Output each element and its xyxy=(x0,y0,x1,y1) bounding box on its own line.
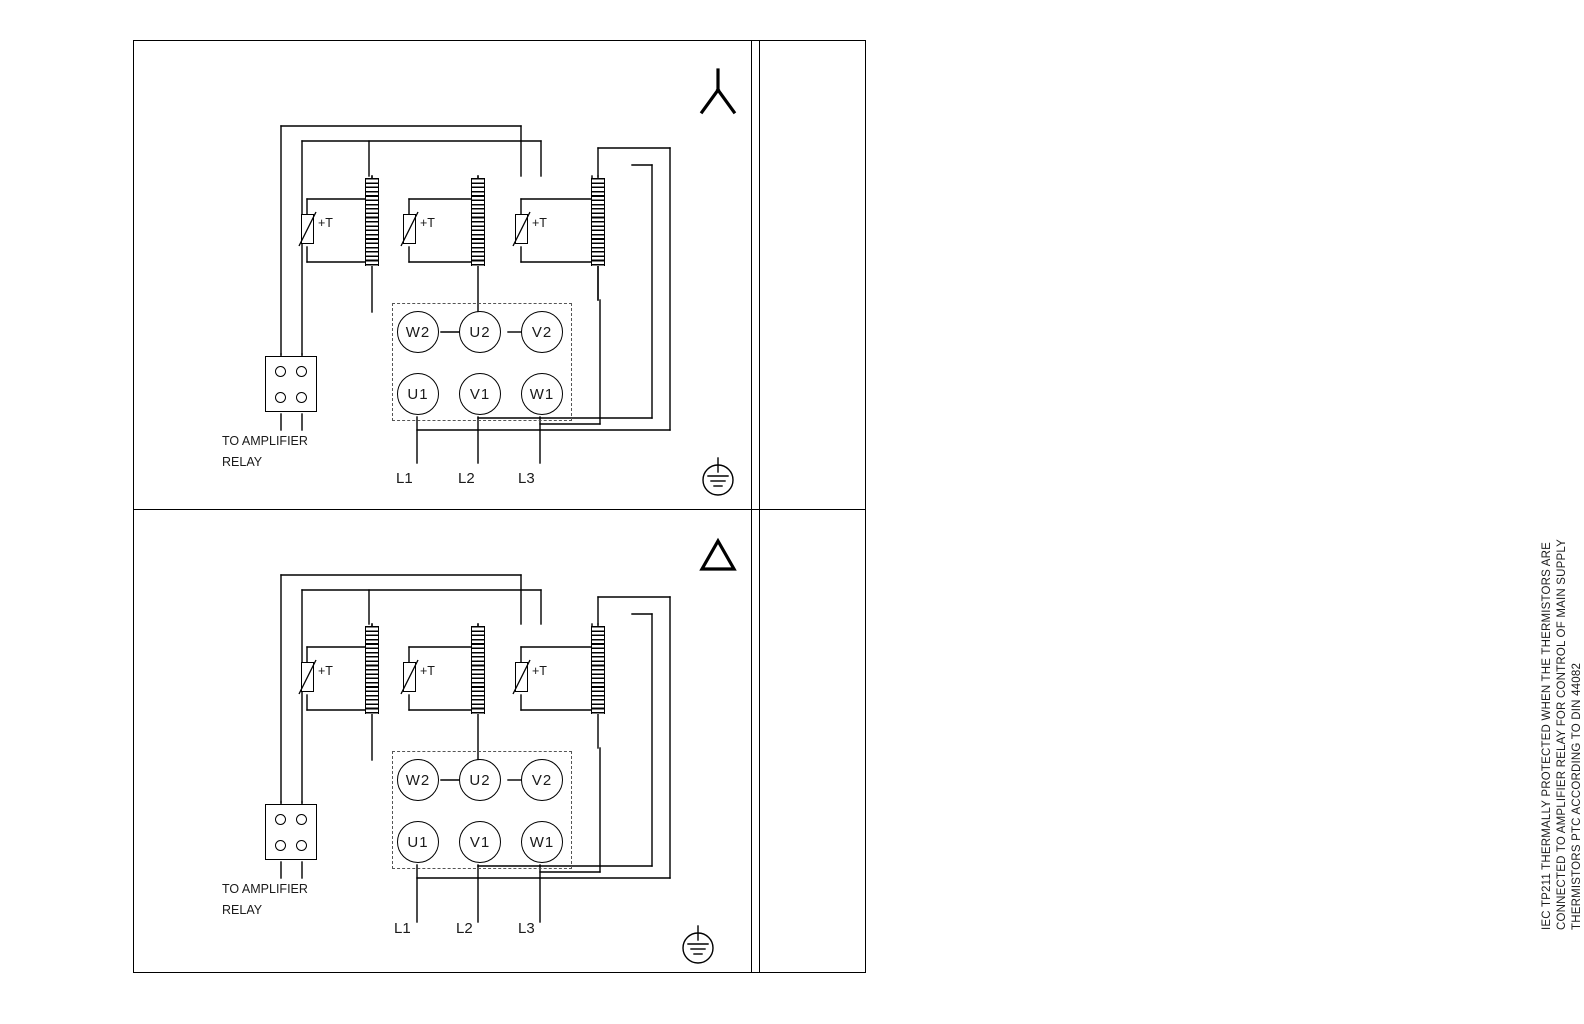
thermistor-label-1: +T xyxy=(318,216,333,230)
thermistor-label-3: +T xyxy=(532,216,547,230)
terminal-u1[interactable]: U1 xyxy=(397,373,439,415)
supply-label-l3: L3 xyxy=(518,470,535,487)
thermistor-label-2: +T xyxy=(420,664,435,678)
supply-label-l1: L1 xyxy=(396,470,413,487)
note-line-2: CONNECTED TO AMPLIFIER RELAY FOR CONTROL OF MAIN SUPPLY xyxy=(1556,539,1568,930)
note-line-1: IEC TP211 THERMALLY PROTECTED WHEN THE THERMISTORS ARE xyxy=(1541,541,1553,930)
terminal-hole-2 xyxy=(296,814,307,825)
thermistor-label-1: +T xyxy=(318,664,333,678)
thermistor-label-2: +T xyxy=(420,216,435,230)
terminal-w2[interactable]: W2 xyxy=(397,759,439,801)
thermistor-label-3: +T xyxy=(532,664,547,678)
terminal-v2[interactable]: V2 xyxy=(521,759,563,801)
supply-label-l1: L1 xyxy=(394,920,411,937)
terminal-hole-4 xyxy=(296,840,307,851)
terminal-w1[interactable]: W1 xyxy=(521,821,563,863)
terminal-u2[interactable]: U2 xyxy=(459,759,501,801)
amplifier-note-line-2: RELAY xyxy=(222,903,263,917)
terminal-w1[interactable]: W1 xyxy=(521,373,563,415)
amplifier-note-line-1: TO AMPLIFIER xyxy=(222,434,308,448)
supply-label-l2: L2 xyxy=(458,470,475,487)
note-line-3: THERMISTORS PTC ACCORDING TO DIN 44082 xyxy=(1571,662,1583,930)
terminal-hole-1 xyxy=(275,814,286,825)
amplifier-note-line-2: RELAY xyxy=(222,455,263,469)
terminal-v2[interactable]: V2 xyxy=(521,311,563,353)
terminal-u2[interactable]: U2 xyxy=(459,311,501,353)
terminal-v1[interactable]: V1 xyxy=(459,373,501,415)
terminal-v1[interactable]: V1 xyxy=(459,821,501,863)
amplifier-terminal-box[interactable] xyxy=(265,804,317,860)
terminal-hole-3 xyxy=(275,840,286,851)
supply-label-l3: L3 xyxy=(518,920,535,937)
supply-label-l2: L2 xyxy=(456,920,473,937)
terminal-w2[interactable]: W2 xyxy=(397,311,439,353)
amplifier-note-line-1: TO AMPLIFIER xyxy=(222,882,308,896)
terminal-u1[interactable]: U1 xyxy=(397,821,439,863)
